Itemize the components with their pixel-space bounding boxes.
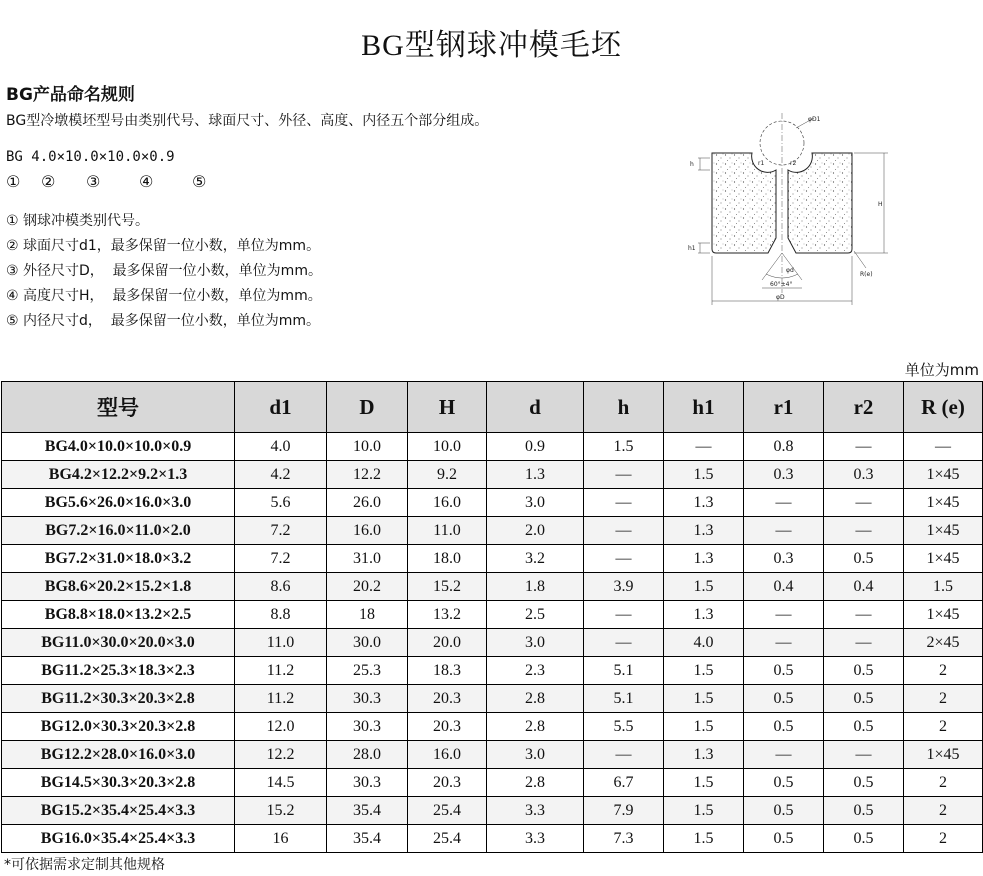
cell-D: 10.0 [327,433,408,461]
cell-H: 15.2 [408,573,487,601]
cell-Re: 2 [904,657,983,685]
cell-h1: — [664,433,744,461]
cell-r1: 0.5 [744,797,824,825]
cell-d1: 12.0 [235,713,327,741]
label-Re: R(e) [860,271,873,278]
cell-d1: 14.5 [235,769,327,797]
table-row [2,825,983,853]
cell-h1: 1.5 [664,825,744,853]
cell-r1: — [744,517,824,545]
table-row [2,713,983,741]
table-row [2,545,983,573]
cell-r2: 0.4 [824,573,904,601]
cell-Re: 1×45 [904,741,983,769]
cell-model: BG7.2×31.0×18.0×3.2 [2,545,235,573]
marker-5: ⑤ [192,172,207,191]
cell-r1: — [744,601,824,629]
table-row [2,489,983,517]
cell-d: 2.0 [487,517,584,545]
cell-r1: 0.5 [744,685,824,713]
cell-H: 20.3 [408,713,487,741]
cell-r2: 0.5 [824,797,904,825]
label-r1: r1 [758,160,765,167]
cell-Re: 2 [904,825,983,853]
die-blank-cross-section-drawing [688,108,888,308]
table-row [2,797,983,825]
cell-r1: 0.3 [744,461,824,489]
label-h: h [690,161,694,168]
cell-h: — [584,461,664,489]
cell-h1: 1.3 [664,601,744,629]
cell-d: 2.3 [487,657,584,685]
cell-d1: 11.2 [235,657,327,685]
cell-H: 25.4 [408,825,487,853]
cell-d: 3.2 [487,545,584,573]
cell-d1: 7.2 [235,517,327,545]
cell-H: 16.0 [408,489,487,517]
cell-H: 10.0 [408,433,487,461]
cell-h: 5.1 [584,685,664,713]
cell-Re: 2 [904,713,983,741]
table-row [2,629,983,657]
cell-d: 3.0 [487,629,584,657]
cell-H: 20.3 [408,769,487,797]
cell-h: — [584,741,664,769]
cell-D: 16.0 [327,517,408,545]
cell-h: — [584,545,664,573]
cell-Re: 1×45 [904,517,983,545]
cell-r2: — [824,517,904,545]
cell-r2: 0.5 [824,545,904,573]
cell-r2: 0.5 [824,685,904,713]
cell-D: 30.3 [327,769,408,797]
spec-table-body [2,433,983,853]
naming-rules-heading: BG产品命名规则 [6,85,135,105]
cell-H: 13.2 [408,601,487,629]
cell-h1: 1.5 [664,797,744,825]
header-d: d [487,382,584,433]
cell-r2: 0.5 [824,657,904,685]
cell-d: 2.5 [487,601,584,629]
cell-h: 3.9 [584,573,664,601]
cell-h: — [584,489,664,517]
cell-h1: 1.3 [664,489,744,517]
cell-model: BG5.6×26.0×16.0×3.0 [2,489,235,517]
rule-item: ③ 外径尺寸D， 最多保留一位小数，单位为mm。 [6,263,322,279]
cell-d: 1.8 [487,573,584,601]
cell-H: 20.3 [408,685,487,713]
cell-H: 16.0 [408,741,487,769]
cell-r1: — [744,489,824,517]
marker-1: ① [6,172,21,191]
cell-d1: 11.2 [235,685,327,713]
cell-d1: 4.2 [235,461,327,489]
cell-r2: 0.5 [824,825,904,853]
cell-D: 30.0 [327,629,408,657]
table-row [2,685,983,713]
cell-h: 5.5 [584,713,664,741]
table-header-row [2,382,983,433]
cell-D: 25.3 [327,657,408,685]
cell-Re: 2 [904,685,983,713]
cell-model: BG8.8×18.0×13.2×2.5 [2,601,235,629]
unit-label: 单位为mm [904,361,979,379]
label-r2: r2 [790,160,797,167]
cell-model: BG12.2×28.0×16.0×3.0 [2,741,235,769]
cell-d1: 5.6 [235,489,327,517]
cell-d: 2.8 [487,769,584,797]
footnote: *可依据需求定制其他规格 [4,857,165,873]
cell-d: 2.8 [487,685,584,713]
cell-d1: 8.8 [235,601,327,629]
cell-model: BG11.0×30.0×20.0×3.0 [2,629,235,657]
cell-h: 6.7 [584,769,664,797]
cell-Re: 1.5 [904,573,983,601]
cell-d: 3.0 [487,741,584,769]
cell-r1: 0.3 [744,545,824,573]
cell-r1: — [744,741,824,769]
cell-D: 30.3 [327,713,408,741]
label-d1: φD1 [808,116,821,123]
marker-2: ② [41,172,56,191]
cell-model: BG4.2×12.2×9.2×1.3 [2,461,235,489]
cell-h1: 1.5 [664,685,744,713]
header-r1: r1 [744,382,824,433]
cell-d: 3.3 [487,797,584,825]
marker-3: ③ [86,172,101,191]
cell-Re: 2×45 [904,629,983,657]
cell-h: — [584,601,664,629]
cell-H: 20.0 [408,629,487,657]
label-angle: 60°±4° [770,281,793,288]
cell-r2: — [824,601,904,629]
cell-Re: 2 [904,797,983,825]
cell-r2: — [824,741,904,769]
cell-H: 11.0 [408,517,487,545]
cell-h1: 1.3 [664,741,744,769]
cell-H: 18.3 [408,657,487,685]
cell-D: 31.0 [327,545,408,573]
label-h1: h1 [688,245,696,252]
cell-D: 35.4 [327,797,408,825]
cell-h: 7.3 [584,825,664,853]
cell-model: BG15.2×35.4×25.4×3.3 [2,797,235,825]
cell-h1: 1.5 [664,461,744,489]
rule-item: ⑤ 内径尺寸d， 最多保留一位小数，单位为mm。 [6,313,321,329]
cell-model: BG14.5×30.3×20.3×2.8 [2,769,235,797]
cell-d: 3.0 [487,489,584,517]
header-r2: r2 [824,382,904,433]
example-model-code: BG 4.0×10.0×10.0×0.9 [6,149,175,165]
cell-d1: 11.0 [235,629,327,657]
table-row [2,601,983,629]
header-h1: h1 [664,382,744,433]
cell-Re: — [904,433,983,461]
naming-rules-intro: BG型冷墩模坯型号由类别代号、球面尺寸、外径、高度、内径五个部分组成。 [6,113,489,129]
cell-d1: 4.0 [235,433,327,461]
table-row [2,573,983,601]
cell-D: 18 [327,601,408,629]
cell-h1: 1.5 [664,713,744,741]
page-title: BG型钢球冲模毛坯 [361,29,622,62]
header-Re: R (e) [904,382,983,433]
cell-D: 12.2 [327,461,408,489]
cell-model: BG11.2×25.3×18.3×2.3 [2,657,235,685]
cell-h1: 1.5 [664,769,744,797]
cell-d1: 8.6 [235,573,327,601]
cell-D: 26.0 [327,489,408,517]
label-H: H [878,201,883,208]
cell-Re: 2 [904,769,983,797]
cell-d1: 7.2 [235,545,327,573]
cell-H: 18.0 [408,545,487,573]
cell-D: 30.3 [327,685,408,713]
cell-r1: — [744,629,824,657]
cell-h: — [584,629,664,657]
cell-r1: 0.5 [744,657,824,685]
cell-h1: 1.5 [664,657,744,685]
cell-h: 7.9 [584,797,664,825]
cell-model: BG11.2×30.3×20.3×2.8 [2,685,235,713]
cell-model: BG4.0×10.0×10.0×0.9 [2,433,235,461]
table-row [2,517,983,545]
table-row [2,769,983,797]
cell-r2: — [824,433,904,461]
cell-r1: 0.4 [744,573,824,601]
marker-4: ④ [139,172,154,191]
header-h: h [584,382,664,433]
cell-d1: 12.2 [235,741,327,769]
table-row [2,657,983,685]
cell-D: 20.2 [327,573,408,601]
cell-r2: 0.5 [824,713,904,741]
cell-r1: 0.5 [744,713,824,741]
example-markers [6,172,236,194]
cell-H: 25.4 [408,797,487,825]
cell-d: 3.3 [487,825,584,853]
cell-d: 2.8 [487,713,584,741]
cell-D: 28.0 [327,741,408,769]
cell-d1: 15.2 [235,797,327,825]
cell-r2: — [824,489,904,517]
cell-r2: 0.5 [824,769,904,797]
cell-d: 1.3 [487,461,584,489]
rule-item: ④ 高度尺寸H， 最多保留一位小数，单位为mm。 [6,288,322,304]
cell-model: BG16.0×35.4×25.4×3.3 [2,825,235,853]
cell-r1: 0.5 [744,825,824,853]
cell-Re: 1×45 [904,489,983,517]
header-d1: d1 [235,382,327,433]
cell-model: BG8.6×20.2×15.2×1.8 [2,573,235,601]
rule-item: ① 钢球冲模类别代号。 [6,213,150,229]
cell-r2: 0.3 [824,461,904,489]
cell-Re: 1×45 [904,461,983,489]
cell-h1: 1.5 [664,573,744,601]
table-row [2,461,983,489]
label-d: φd [786,267,794,274]
label-D: φD [776,294,785,301]
cell-d1: 16 [235,825,327,853]
cell-model: BG12.0×30.3×20.3×2.8 [2,713,235,741]
header-model: 型号 [2,382,235,433]
naming-rule-list [6,209,322,334]
cell-h1: 1.3 [664,545,744,573]
header-D: D [327,382,408,433]
cell-r1: 0.8 [744,433,824,461]
cell-h1: 4.0 [664,629,744,657]
cell-r1: 0.5 [744,769,824,797]
cell-model: BG7.2×16.0×11.0×2.0 [2,517,235,545]
spec-table [1,381,983,853]
cell-h1: 1.3 [664,517,744,545]
table-row [2,741,983,769]
cell-H: 9.2 [408,461,487,489]
cell-Re: 1×45 [904,545,983,573]
cell-Re: 1×45 [904,601,983,629]
cell-r2: — [824,629,904,657]
cell-D: 35.4 [327,825,408,853]
rule-item: ② 球面尺寸d1，最多保留一位小数，单位为mm。 [6,238,321,254]
cell-d: 0.9 [487,433,584,461]
header-H: H [408,382,487,433]
cell-h: 5.1 [584,657,664,685]
cell-h: — [584,517,664,545]
cell-h: 1.5 [584,433,664,461]
table-row [2,433,983,461]
